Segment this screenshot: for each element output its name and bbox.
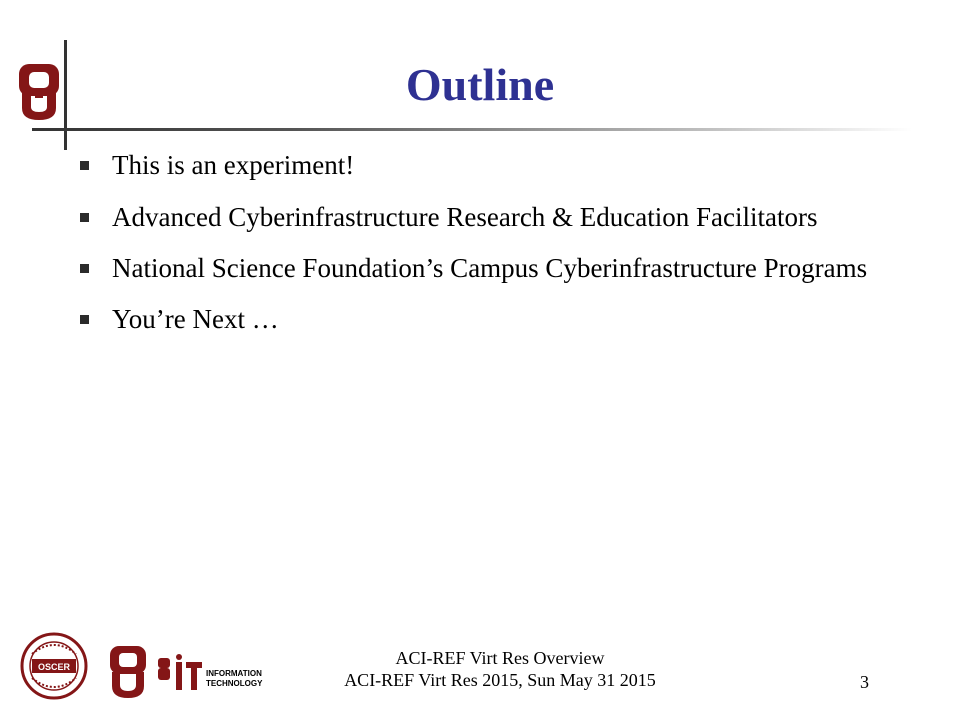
it-logo-line1: INFORMATION: [206, 669, 262, 678]
slide-title: Outline: [405, 59, 555, 110]
footer-title: ACI-REF Virt Res Overview: [395, 648, 605, 668]
footer-subtitle: ACI-REF Virt Res 2015, Sun May 31 2015: [344, 670, 656, 690]
bullet-item: [72, 200, 902, 234]
square-bullet-icon: [80, 264, 89, 273]
ou-it-logo-icon: [158, 654, 202, 690]
bullet-item: [72, 302, 902, 336]
bullet-text: National Science Foundation’s Campus Cyberinfrastructure Programs: [112, 253, 868, 283]
footer-logos: [20, 632, 270, 702]
square-bullet-icon: [80, 213, 89, 222]
horizontal-rule: [32, 128, 912, 131]
bullet-list: [72, 148, 902, 350]
square-bullet-icon: [80, 161, 89, 170]
oscer-logo-text: OSCER: [37, 662, 71, 672]
ou-footer-logo-icon: [110, 646, 146, 698]
square-bullet-icon: [80, 315, 89, 324]
bullet-text: Advanced Cyberinfrastructure Research & Education Facilitators: [112, 202, 818, 232]
bullet-text: This is an experiment!: [112, 150, 355, 180]
bullet-item: [72, 251, 902, 285]
slide-number: 3: [860, 672, 869, 692]
it-logo-line2: TECHNOLOGY: [206, 679, 263, 688]
bullet-text: You’re Next …: [112, 304, 279, 334]
bullet-item: [72, 148, 902, 182]
